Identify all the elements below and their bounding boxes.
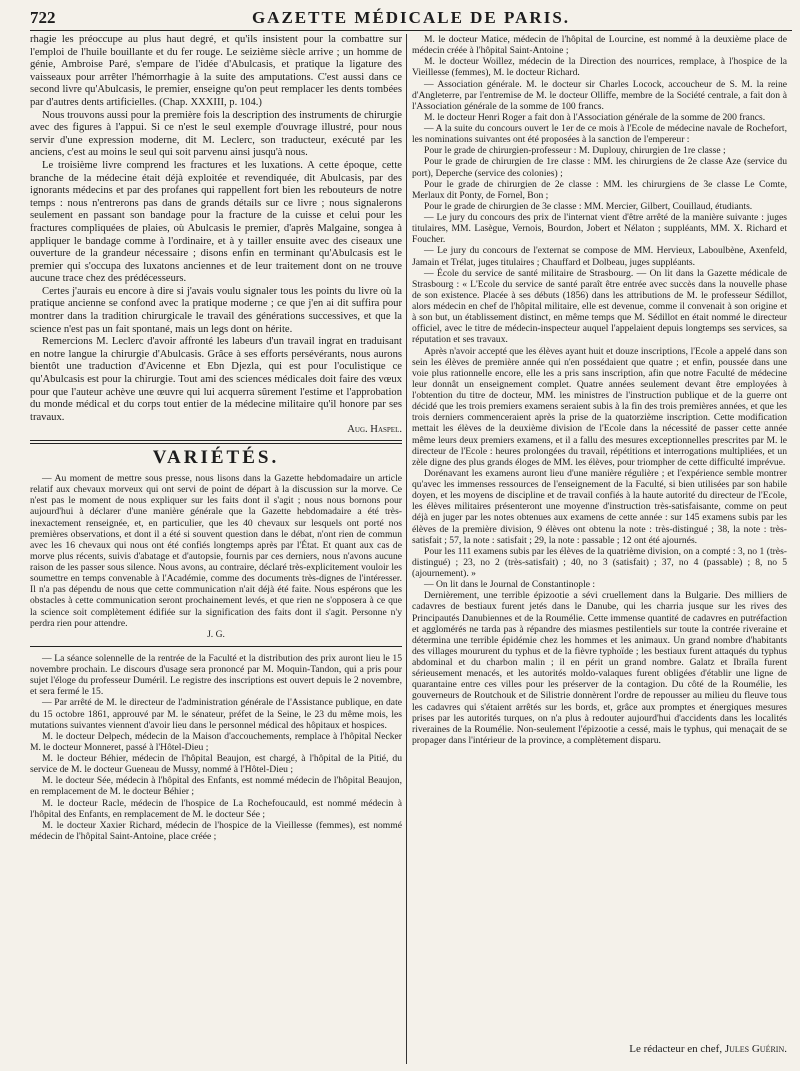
paragraph: Pour le grade de chirurgien de 1re classe : MM. les chirurgiens de 2e classe Aze (service du port), Deperche (service des colonies) ; [412,156,787,179]
section-separator [30,440,402,444]
paragraph: — A la suite du concours ouvert le 1er de ce mois à l'Ecole de médecine navale de Rochefort, les nominations suivantes ont été proposées à la sanction de l'empereur : [412,123,787,146]
editor-label: Le rédacteur en chef, [629,1043,723,1055]
paragraph: M. le docteur Racle, médecin de l'hospice de La Rochefoucauld, est nommé médecin à l'hôpital des Enfants, en remplacement de M. le docteur Sée ; [30,797,402,820]
right-column [412,34,787,1064]
left-column [30,34,402,1064]
page-number: 722 [30,8,56,27]
paragraph: — École du service de santé militaire de Strasbourg. — On lit dans la Gazette médicale de Strasbourg : « L'Ecole du service de santé paraît être entrée avec succès dans la nouvelle phase de son existence. Placée à ses débuts (1856) dans les attributions de M. le professeur Sédillot, alors médecin en chef de l'hôpital militaire, elle est devenue, comme il convenait à son origine et à son but, un établissement distinct, en même temps que M. Sédillot en était nommé le directeur officiel, avec le titre de médecin-inspecteur auquel l'appelaient depuis longtemps ses services, sa réputation et ses travaux. [412,267,787,346]
paragraph: M. le docteur Xaxier Richard, médecin de l'hospice de la Vieillesse (femmes), est nommé médecin de l'hôpital Saint-Antoine, place créée ; [30,819,402,842]
abulcasis-review [30,34,402,437]
paragraph: Nous trouvons aussi pour la première fois la description des instruments de chirurgie avec des figures à l'appui. Si ce n'est le seul exemple d'ouvrage illustré, pour nous servir d'une expression moderne, dit M. Leclerc, son traducteur, exécuté par les anciens, c'est au moins le seul qui soit parvenu ainsi jusqu'à nous. [30,109,402,159]
paragraph: Pour le grade de chirurgien de 2e classe : MM. les chirurgiens de 3e classe Le Comte, Merlaux dit Ponty, de Fornel, Bon ; [412,178,787,201]
paragraph: M. le docteur Henri Roger a fait don à l'Association générale de la somme de 200 francs. [424,111,766,123]
paragraph: rhagie les préoccupe au plus haut degré, et qu'ils insistent pour la combattre sur l'emploi de l'huile bouillante et du fer rouge. Le seizième siècle arrive ; un homme de génie, Ambroise Paré, s'empare de l'idée d'Abulcasis, et pratique la ligature des vaisseaux pour arrêter l'hémorrhagie à la suite des amputations. C'est aussi dans ce second livre qu'Abulcasis, le premier, enseigne qu'on peut remplacer les dents tombées par d'autres dents artificielles. (Chap. XXXIII, p. 104.) [30,34,402,108]
short-separator [30,646,402,647]
paragraph: — La séance solennelle de la rentrée de la Faculté et la distribution des prix auront lieu le 15 novembre prochain. Le discours d'usage sera prononcé par M. Moquin-Tandon, qui a pris pour sujet l'éloge du professeur Duméril. Le registre des inscriptions est ouvert depuis le 2 novembre, et sera fermé le 15. [30,652,402,698]
paragraph: — Le jury du concours de l'externat se compose de MM. Hervieux, Laboulbène, Axenfeld, Jamain et Trélat, juges titulaires ; Chauffard et Dolbeau, juges suppléants. [412,245,787,268]
paragraph: Après n'avoir accepté que les élèves ayant huit et douze inscriptions, l'Ecole a appelé dans son sein les élèves de première année qui n'en possédaient que quatre ; et enfin, poussée dans une voie plus rationnelle encore, elle les a pris sans inscription, afin que notre Faculté de médecine leur donnât un enseignement complet. Quatre années seulement devant être employées à l'obtention du titre de docteur, MM. les ministres de l'instruction publique et de la guerre ont décidé que les trois premiers examens seraient subis à la fin des trois premières années, et que les trois derniers commenceraient après la prise de la quatorzième inscription. Cette modification mettait les élèves de la deuxième division de l'Ecole dans la nécessité de passer cette année même leurs deux premiers examens, et il a fallu des mesures exceptionnelles prescrites par M. le directeur de l'Ecole : heures prolongées du travail, répétitions et interrogations multipliées, et un zèle digne des plus grands éloges de MM. les élèves, pour triompher de cette difficulté imprévue. [412,345,787,468]
paragraph: Pour les 111 examens subis par les élèves de la quatrième division, on a compté : 3, no 1 (très-distingué) ; 23, no 2 (très-satisfait) ; 40, no 3 (satisfait) ; 37, no 4 (passable) ; 8, no 5 (ajournement). » [412,545,787,579]
author-signature: Aug. Haspel. [347,424,402,436]
running-title: GAZETTE MÉDICALE DE PARIS. [251,8,571,27]
paragraph: Pour le grade de chirurgien-professeur : M. Duplouy, chirurgien de 1re classe ; [424,145,726,157]
paragraph: Remercions M. Leclerc d'avoir affronté les labeurs d'un travail ingrat en traduisant en notre langue la chirurgie d'Abulcasis. Grâce à ses efforts persévérants, nous aurons bientôt une traduction d'Avicenne et Ebn Djezla, qui est pour l'oculistique ce qu'Abulcasis est pour la chirurgie. Tout ami des sciences médicales doit faire des vœux pour que l'auteur achève une œuvre qui lui acquerra sûrement l'estime et l'approbation du monde médical et du corps tout entier de la médecine militaire qu'il honore par ses travaux. [30,336,402,423]
paragraph: M. le docteur Sée, médecin à l'hôpital des Enfants, est nommé médecin de l'hôpital Beaujon, en remplacement de M. le docteur Béhier ; [30,775,402,798]
page-header [30,6,792,31]
paragraph: — Association générale. M. le docteur sir Charles Locock, accoucheur de S. M. la reine d'Angleterre, par l'entremise de M. le docteur Olliffe, membre de la Société centrale, a fait don à l'Association générale de la somme de 100 francs. [412,78,787,112]
paragraph: Dernièrement, une terrible épizootie a sévi cruellement dans la Bulgarie. Des milliers de cadavres de bestiaux furent jetés dans le Danube, qui les charria jusque sur les rives des Principautés Danubiennes et de la Roumélie. Cette immense quantité de cadavres en putréfaction et agglomérés ne tarda pas à répandre des miasmes pestilentiels sur toute la contrée riveraine et détermina une terrible épidémie chez les hommes et les animaux. Un grand nombre d'habitants des villages moururent du typhus et de la fièvre typhoïde ; les bestiaux furent attaqués du typhus abdominal et du charbon malin ; il en périt un grand nombre. Galatz et Ibraïla furent sérieusement menacés, et les autorités moldo-valaques furent obligées d'établir une ligne de quarantaine entre ces villes pour les préserver de la contagion. Du côté de la Roumélie, les gouverneurs de Routchouk et de Silistrie donnèrent l'ordre de repousser au milieu du fleuve tous les cadavres qui s'étaient arrêtés sur les bords, et, grâce aux promptes et énergiques mesures prises par les autorités turques, on n'a plus à redouter aujourd'hui d'accidents dans les localités riveraines de la Roumélie. Non-seulement l'épizootie a cessé, mais le typhus, qui menaçait de se propager dans l'intérieur de la province, a complètement disparu. [412,590,787,746]
paragraph: — Le jury du concours des prix de l'internat vient d'être arrêté de la manière suivante : juges titulaires, MM. Lasègue, Vernois, Bourdon, Jobert et Nélaton ; suppléants, MM. X. Richard et Foucher. [412,212,787,246]
paragraph: Pour le grade de chirurgien de 3e classe : MM. Mercier, Gilbert, Couillaud, étudiants. [424,200,753,212]
paragraph: M. le docteur Béhier, médecin de l'hôpital Beaujon, est chargé, à l'hôpital de la Pitié, du service de M. le docteur Gueneau de Mussy, nommé à l'Hôtel-Dieu ; [30,753,402,776]
paragraph: Le troisième livre comprend les fractures et les luxations. A cette époque, cette branche de la médecine était déjà exploitée et revendiquée, dit Abulcasis, par des ignorants médecins et par des profanes qui rappellent fort bien les rebouteurs de notre temps : nous n'entrerons pas dans de grands détails sur ce livre ; nous signalerons seulement en passant son bandage pour la fracture de la cuisse et celui pour les fractures compliquées de plaies, où Abulcasis le premier, d'après Malgaine, songea à appliquer le bandage comme à l'ordinaire, et à y tailler ensuite avec des ciseaux une ouverture de la grandeur nécessaire ; disons enfin en terminant qu'Abulcasis est le premier qui s'occupa des luxatons anciennes et de leur traitement dont on ne trouve aucune trace chez des prédécesseurs. [30,159,402,285]
paragraph: Certes j'aurais eu encore à dire si j'avais voulu signaler tous les points du livre où la pratique ancienne se confond avec la pratique moderne ; ce que j'en ai dit suffira pour montrer dans la tradition chirurgicale le travail des générations successives, et que la science n'est pas un fait spontané, mais un legs dont on hérite. [30,285,402,335]
paragraph: — Par arrêté de M. le directeur de l'administration générale de l'Assistance publique, en date du 15 octobre 1861, approuvé par M. le sénateur, préfet de la Seine, le 23 du même mois, les mutations suivantes viennent d'avoir lieu dans le personnel médical des hôpitaux et hospices. [30,697,402,731]
paragraph: M. le docteur Delpech, médecin de la Maison d'accouchements, remplace à l'hôpital Necker M. le docteur Monneret, passé à l'Hôtel-Dieu ; [30,730,402,753]
paragraph: Dorénavant les examens auront lieu d'une manière régulière ; et l'expérience semble montrer qu'avec les immenses ressources de l'enseignement de la Faculté, si bien utilisées par son habile doyen, et les moyens de discipline et de travail confiés à la haute autorité du directeur de l'Ecole, les élèves militaires présenteront une moyenne d'instruction très-satisfaisante, comme on peut déjà en juger par les notes obtenues aux examens de cette année : sur 145 examens subis par les élèves de la première division, 9 élèves ont obtenu la note : très-distingué ; 38, la note : très-satisfait ; 57, la note : satisfait ; 29, la note : passable ; 12 ont été ajournés. [412,467,787,546]
section-title: VARIÉTÉS. [152,447,280,468]
paragraph: — Au moment de mettre sous presse, nous lisons dans la Gazette hebdomadaire un article relatif aux chevaux morveux qui ont servi de point de départ à la discussion sur la morve. Ce n'est pas le moment de nous expliquer sur les faits dont il s'agit ; nous nous bornons pour aujourd'hui à déclarer d'une manière générale que la Gazette hebdomadaire a été très-inexactement renseignée, et, en particulier, que les 40 chevaux sur lesquels ont porté nos premières observations, et dont il a été si souvent question dans le débat, n'ont rien de commun avec les 16 chevaux qui nous ont été confiés longtemps après par l'État. Et quant aux cas de morve plus récents, suivis d'abatage et d'autopsie, fournis par ces derniers, nous n'avons aucune raison de les passer sous silence. Nous avons, au contraire, déclaré très-explicitement vouloir les soumettre en temps convenable à l'Académie, comme des documents très-dignes de l'intéresser. Il n'a pas dépendu de nous que cette communication n'ait déjà été faite. Nous espérons que les obstacles à cette communication seront prochainement levés, et que rien ne s'opposera à ce que la science soit complètement édifiée sur la signification des faits dont il s'agit. Personne n'y perdra rien pour attendre. [30,473,402,629]
paragraph: M. le docteur Woillez, médecin de la Direction des nourrices, remplace, à l'hospice de la Vieillesse (femmes), M. le docteur Richard. [412,56,787,79]
editor-name: Jules Guérin. [724,1043,787,1055]
column-divider [406,34,407,1064]
paragraph: — On lit dans le Journal de Constantinople : [424,579,596,591]
editor-signature [412,1043,787,1055]
paragraph: M. le docteur Matice, médecin de l'hôpital de Lourcine, est nommé à la deuxième place de médecin créée à l'hôpital Saint-Antoine ; [412,34,787,57]
initials-signature: J. G. [207,628,225,640]
